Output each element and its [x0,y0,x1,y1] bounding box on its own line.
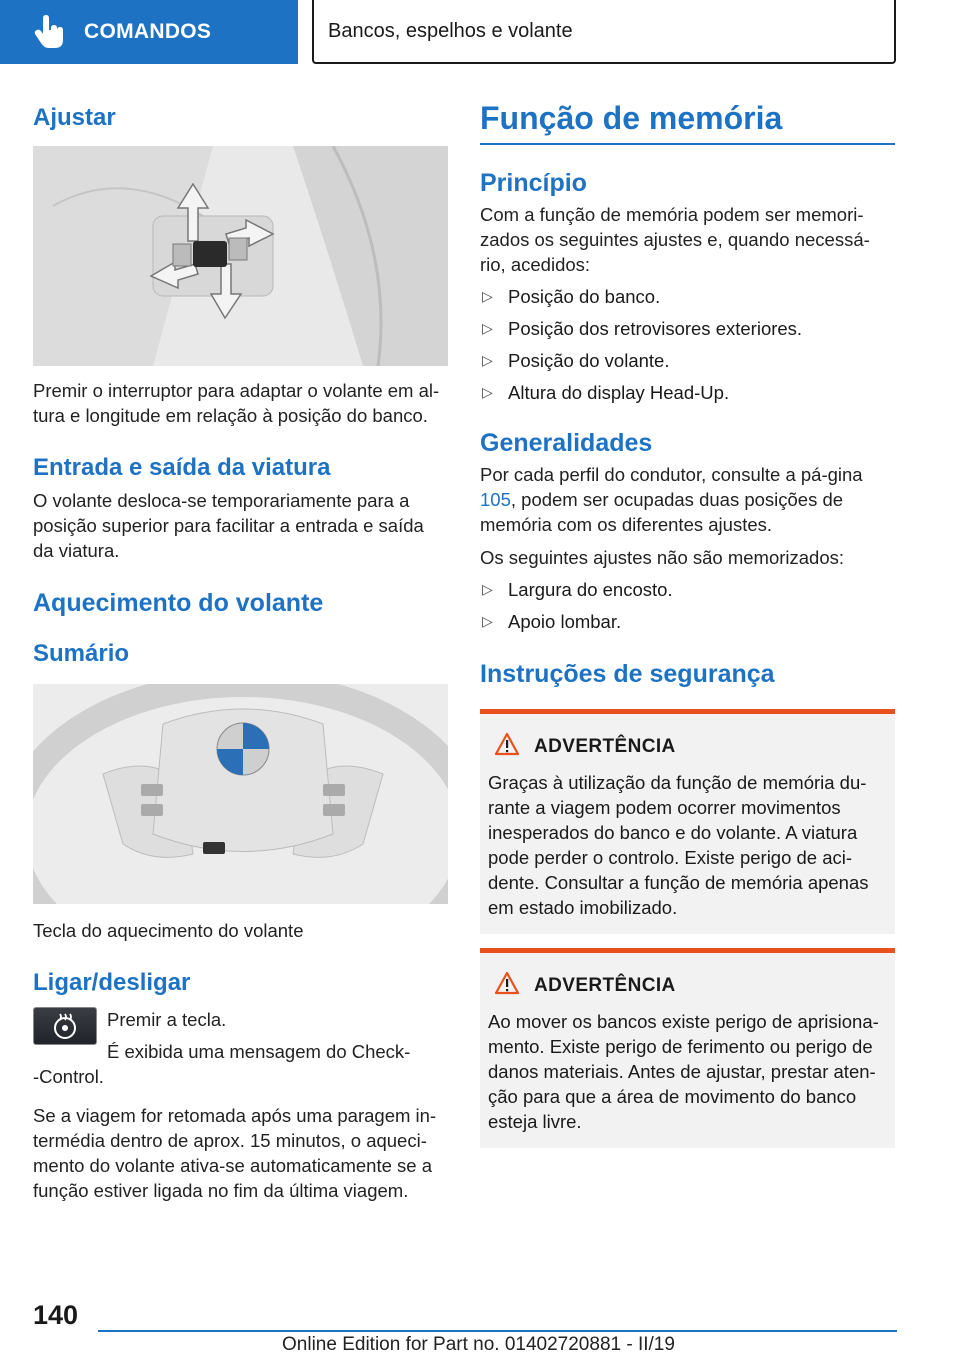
heading-memory-function: Função de memória [480,100,783,136]
heading-principle: Princípio [480,169,587,197]
section-label: COMANDOS [84,20,212,43]
warning-box-1 [480,709,895,934]
list-item: ▷ Apoio lombar. [482,611,622,632]
on-off-step2: É exibida uma mensagem do Check- [107,1041,411,1062]
on-off-step2-continued: -Control. [33,1066,104,1087]
triangle-bullet-icon: ▷ [482,581,493,597]
triangle-bullet-icon: ▷ [482,613,493,629]
warning-triangle-icon [494,971,520,1001]
heated-steering-button-icon [33,1007,97,1045]
not-memorized-text: Os seguintes ajustes não são memorizados: [480,547,845,568]
warning-text: Ao mover os bancos existe perigo de aprisiona-mento. Existe perigo de ferimento ou perigo de danos materiais. Antes de ajustar, prestar aten-ção para que a área de movimento do banco esteja livre. [488,1011,879,1132]
resume-text: Se a viagem for retomada após uma paragem in-termédia dentro de aprox. 15 minutos, o aqueci-mento do volante ativa-se automaticamente se a função estiver ligada no fim da última viagem. [33,1105,437,1201]
list-item: ▷ Largura do encosto. [482,579,673,600]
warning-title: ADVERTÊNCIA [534,736,676,757]
on-off-step1: Premir a tecla. [107,1009,227,1030]
section-tab[interactable] [0,0,298,64]
heading-on-off: Ligar/desligar [33,969,191,996]
pointing-hand-icon [30,12,70,52]
warning-box-2 [480,948,895,1148]
left-column [33,100,448,1203]
warning-title: ADVERTÊNCIA [534,975,676,996]
steering-wheel-illustration [33,684,448,904]
triangle-bullet-icon: ▷ [482,352,493,368]
page-number: 140 [33,1300,79,1330]
generalities-text: Por cada perfil do condutor, consulte a pá-gina 105, podem ser ocupadas duas posições de memória com os diferentes ajustes. [480,464,863,535]
list-item: ▷ Posição do volante. [482,350,670,371]
footer-rule [98,1330,897,1332]
warning-triangle-icon [494,732,520,762]
heading-safety: Instruções de segurança [480,660,775,688]
heading-adjust: Ajustar [33,104,116,131]
heading-generalities: Generalidades [480,429,653,457]
triangle-bullet-icon: ▷ [482,288,493,304]
not-memorized-list [480,577,895,634]
adjust-caption: Premir o interruptor para adaptar o volante em al-tura e longitude em relação à posição do banco. [33,380,440,426]
steering-adjust-illustration [33,146,448,366]
on-off-row [33,1007,448,1064]
heading-steering-heating: Aquecimento do volante [33,589,324,617]
list-item: ▷ Posição dos retrovisores exteriores. [482,318,803,339]
principle-text: Com a função de memória podem ser memori-zados os seguintes ajustes e, quando necessá-rio, acedidos: [480,204,870,275]
heading-entry-exit: Entrada e saída da viatura [33,454,331,481]
right-column [480,100,895,1148]
heading-summary: Sumário [33,640,130,667]
heading-rule [480,143,895,145]
list-item: ▷ Posição do banco. [482,286,661,307]
edition-text: Online Edition for Part no. 01402720881 - II/19 [282,1334,675,1355]
triangle-bullet-icon: ▷ [482,384,493,400]
heating-caption: Tecla do aquecimento do volante [33,920,304,941]
list-item: ▷ Altura do display Head-Up. [482,382,730,403]
entry-exit-text: O volante desloca-se temporariamente para a posição superior para facilitar a entrada e saída da viatura. [33,490,424,561]
principle-list [480,284,895,405]
warning-text: Graças à utilização da função de memória du-rante a viagem podem ocorrer movimentos inesperados do banco e do volante. A viatura pode perder o controlo. Existe perigo de aci-dente. Consultar a função de memória apenas em estado imobilizado. [488,772,869,918]
chapter-title: Bancos, espelhos e volante [312,0,896,64]
page-reference-link[interactable]: 105 [480,489,511,510]
triangle-bullet-icon: ▷ [482,320,493,336]
